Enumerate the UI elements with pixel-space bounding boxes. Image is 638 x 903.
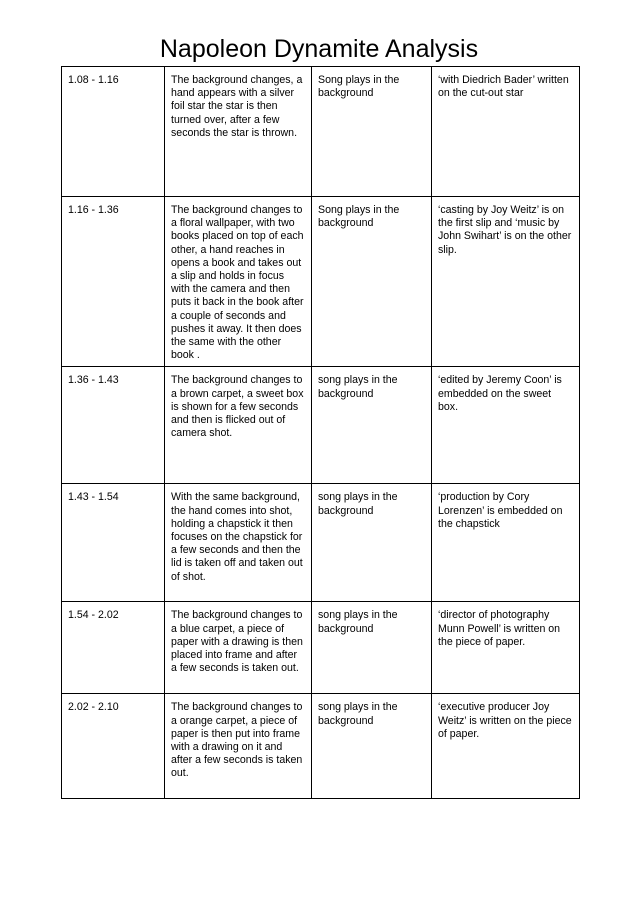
credit-cell: ‘production by Cory Lorenzen’ is embedded on the chapstick [432, 484, 580, 602]
sound-cell: song plays in the background [312, 694, 432, 799]
credit-cell: ‘executive producer Joy Weitz’ is written on the piece of paper. [432, 694, 580, 799]
credit-cell: ‘director of photography Munn Powell’ is written on the piece of paper. [432, 602, 580, 694]
time-cell: 1.43 - 1.54 [62, 484, 165, 602]
sound-cell: song plays in the background [312, 602, 432, 694]
credit-cell: ‘with Diedrich Bader’ written on the cut-out star [432, 67, 580, 197]
page-title: Napoleon Dynamite Analysis [159, 35, 479, 63]
table-row [62, 484, 580, 602]
table-row [62, 367, 580, 484]
time-cell: 2.02 - 2.10 [62, 694, 165, 799]
time-cell: 1.36 - 1.43 [62, 367, 165, 484]
credit-cell: ‘edited by Jeremy Coon’ is embedded on the sweet box. [432, 367, 580, 484]
table-row [62, 67, 580, 197]
sound-cell: song plays in the background [312, 367, 432, 484]
table-row [62, 197, 580, 367]
description-cell: The background changes to a blue carpet, a piece of paper with a drawing is then placed into frame and after a few seconds is taken out. [165, 602, 312, 694]
sound-cell: song plays in the background [312, 484, 432, 602]
description-cell: The background changes to a brown carpet, a sweet box is shown for a few seconds and then is flicked out of camera shot. [165, 367, 312, 484]
sound-cell: Song plays in the background [312, 197, 432, 367]
description-cell: The background changes to a orange carpet, a piece of paper is then put into frame with a drawing on it and after a few seconds is taken out. [165, 694, 312, 799]
analysis-table [61, 66, 580, 799]
time-cell: 1.16 - 1.36 [62, 197, 165, 367]
table-row [62, 602, 580, 694]
description-cell: With the same background, the hand comes into shot, holding a chapstick it then focuses on the chapstick for a few seconds and then the lid is taken off and taken out of shot. [165, 484, 312, 602]
description-cell: The background changes, a hand appears with a silver foil star the star is then turned over, after a few seconds the star is thrown. [165, 67, 312, 197]
table-row [62, 694, 580, 799]
time-cell: 1.08 - 1.16 [62, 67, 165, 197]
time-cell: 1.54 - 2.02 [62, 602, 165, 694]
description-cell: The background changes to a floral wallpaper, with two books placed on top of each other, a hand reaches in opens a book and takes out a slip and holds in focus with the camera and then puts it back in the book after a couple of seconds and pushes it away. It then does the same with the other book . [165, 197, 312, 367]
sound-cell: Song plays in the background [312, 67, 432, 197]
credit-cell: ‘casting by Joy Weitz’ is on the first slip and ‘music by John Swihart’ is on the other slip. [432, 197, 580, 367]
